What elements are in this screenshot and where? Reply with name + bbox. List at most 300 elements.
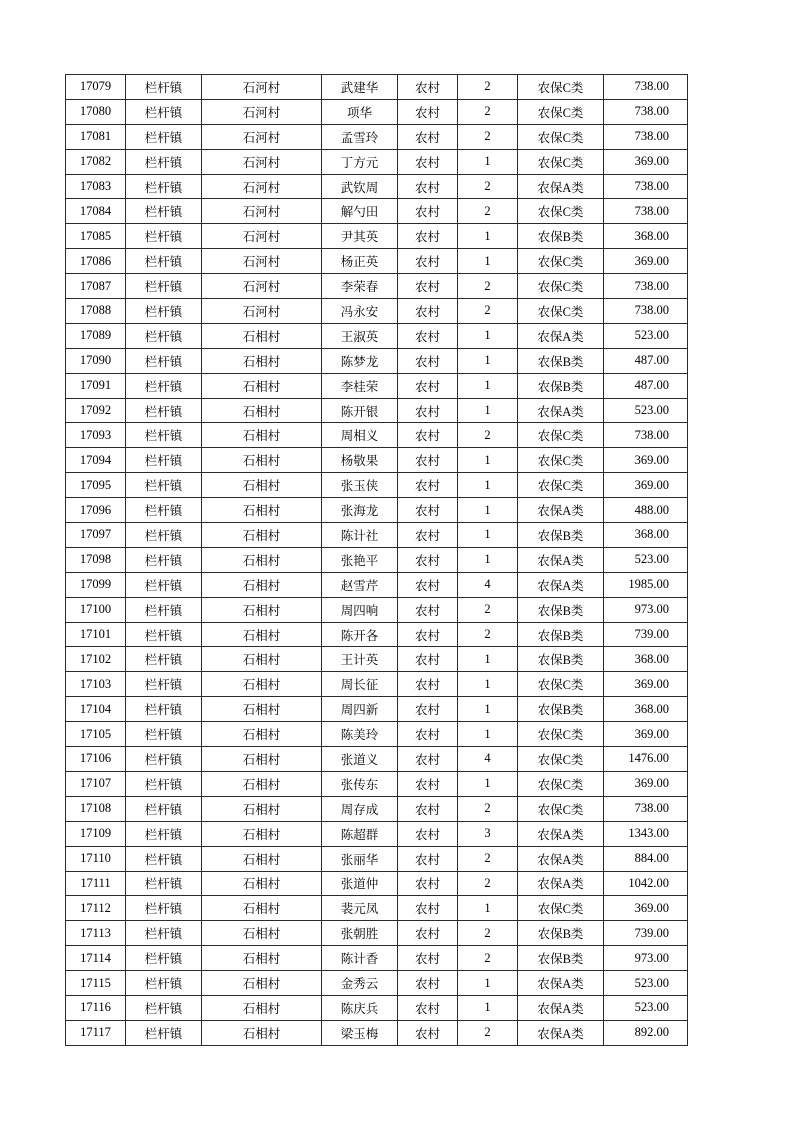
- cell-residence-type: 农村: [398, 99, 458, 124]
- cell-amount: 739.00: [604, 921, 688, 946]
- table-row: [66, 323, 688, 348]
- cell-village: 石河村: [202, 99, 322, 124]
- cell-persons: 1: [458, 722, 518, 747]
- cell-amount: 1476.00: [604, 747, 688, 772]
- cell-insurance-class: 农保C类: [518, 99, 604, 124]
- cell-id: 17106: [66, 747, 126, 772]
- cell-persons: 2: [458, 124, 518, 149]
- cell-amount: 738.00: [604, 99, 688, 124]
- cell-town: 栏杆镇: [126, 498, 202, 523]
- cell-residence-type: 农村: [398, 398, 458, 423]
- cell-insurance-class: 农保A类: [518, 995, 604, 1020]
- cell-amount: 368.00: [604, 647, 688, 672]
- cell-name: 王计英: [322, 647, 398, 672]
- cell-persons: 1: [458, 995, 518, 1020]
- cell-name: 张朝胜: [322, 921, 398, 946]
- cell-residence-type: 农村: [398, 498, 458, 523]
- cell-name: 张传东: [322, 771, 398, 796]
- cell-town: 栏杆镇: [126, 274, 202, 299]
- cell-persons: 1: [458, 547, 518, 572]
- cell-persons: 1: [458, 523, 518, 548]
- cell-name: 项华: [322, 99, 398, 124]
- cell-insurance-class: 农保C类: [518, 672, 604, 697]
- cell-name: 杨敬果: [322, 448, 398, 473]
- cell-name: 张海龙: [322, 498, 398, 523]
- cell-id: 17088: [66, 299, 126, 324]
- cell-amount: 488.00: [604, 498, 688, 523]
- cell-name: 解勺田: [322, 199, 398, 224]
- cell-id: 17099: [66, 572, 126, 597]
- cell-village: 石相村: [202, 1020, 322, 1045]
- cell-residence-type: 农村: [398, 348, 458, 373]
- cell-name: 冯永安: [322, 299, 398, 324]
- cell-residence-type: 农村: [398, 771, 458, 796]
- cell-residence-type: 农村: [398, 871, 458, 896]
- table-row: [66, 647, 688, 672]
- table-row: [66, 75, 688, 100]
- cell-residence-type: 农村: [398, 821, 458, 846]
- cell-persons: 2: [458, 423, 518, 448]
- table-row: [66, 174, 688, 199]
- cell-persons: 1: [458, 473, 518, 498]
- cell-id: 17081: [66, 124, 126, 149]
- cell-town: 栏杆镇: [126, 448, 202, 473]
- cell-persons: 1: [458, 373, 518, 398]
- cell-village: 石相村: [202, 946, 322, 971]
- table-row: [66, 722, 688, 747]
- cell-persons: 2: [458, 597, 518, 622]
- table-row: [66, 498, 688, 523]
- table-row: [66, 821, 688, 846]
- cell-id: 17093: [66, 423, 126, 448]
- cell-name: 尹其英: [322, 224, 398, 249]
- cell-name: 陈计香: [322, 946, 398, 971]
- cell-town: 栏杆镇: [126, 846, 202, 871]
- cell-name: 武建华: [322, 75, 398, 100]
- cell-id: 17097: [66, 523, 126, 548]
- cell-insurance-class: 农保A类: [518, 174, 604, 199]
- cell-id: 17112: [66, 896, 126, 921]
- cell-persons: 3: [458, 821, 518, 846]
- cell-amount: 369.00: [604, 149, 688, 174]
- cell-insurance-class: 农保A类: [518, 846, 604, 871]
- cell-town: 栏杆镇: [126, 821, 202, 846]
- cell-persons: 2: [458, 946, 518, 971]
- cell-id: 17082: [66, 149, 126, 174]
- cell-village: 石相村: [202, 821, 322, 846]
- table-row: [66, 946, 688, 971]
- cell-id: 17079: [66, 75, 126, 100]
- cell-residence-type: 农村: [398, 697, 458, 722]
- cell-insurance-class: 农保C类: [518, 771, 604, 796]
- cell-name: 张道义: [322, 747, 398, 772]
- cell-name: 陈开各: [322, 622, 398, 647]
- cell-village: 石相村: [202, 348, 322, 373]
- table-row: [66, 896, 688, 921]
- cell-town: 栏杆镇: [126, 249, 202, 274]
- cell-amount: 1343.00: [604, 821, 688, 846]
- cell-persons: 1: [458, 896, 518, 921]
- table-row: [66, 199, 688, 224]
- cell-town: 栏杆镇: [126, 697, 202, 722]
- cell-town: 栏杆镇: [126, 523, 202, 548]
- cell-insurance-class: 农保C类: [518, 448, 604, 473]
- table-row: [66, 373, 688, 398]
- cell-id: 17115: [66, 971, 126, 996]
- cell-residence-type: 农村: [398, 896, 458, 921]
- cell-residence-type: 农村: [398, 1020, 458, 1045]
- cell-village: 石相村: [202, 523, 322, 548]
- cell-amount: 369.00: [604, 722, 688, 747]
- cell-village: 石相村: [202, 672, 322, 697]
- table-row: [66, 846, 688, 871]
- cell-persons: 1: [458, 224, 518, 249]
- table-row: [66, 299, 688, 324]
- cell-insurance-class: 农保B类: [518, 622, 604, 647]
- cell-persons: 2: [458, 99, 518, 124]
- cell-residence-type: 农村: [398, 946, 458, 971]
- cell-name: 丁方元: [322, 149, 398, 174]
- table-row: [66, 995, 688, 1020]
- cell-insurance-class: 农保B类: [518, 597, 604, 622]
- cell-town: 栏杆镇: [126, 1020, 202, 1045]
- cell-id: 17098: [66, 547, 126, 572]
- cell-id: 17110: [66, 846, 126, 871]
- cell-persons: 1: [458, 249, 518, 274]
- cell-residence-type: 农村: [398, 299, 458, 324]
- cell-id: 17092: [66, 398, 126, 423]
- cell-residence-type: 农村: [398, 672, 458, 697]
- cell-village: 石相村: [202, 971, 322, 996]
- table-row: [66, 871, 688, 896]
- cell-insurance-class: 农保A类: [518, 498, 604, 523]
- cell-residence-type: 农村: [398, 373, 458, 398]
- cell-persons: 1: [458, 498, 518, 523]
- table-body: [66, 75, 688, 1046]
- cell-persons: 2: [458, 75, 518, 100]
- cell-name: 陈梦龙: [322, 348, 398, 373]
- cell-id: 17105: [66, 722, 126, 747]
- cell-insurance-class: 农保C类: [518, 747, 604, 772]
- cell-id: 17102: [66, 647, 126, 672]
- cell-village: 石相村: [202, 871, 322, 896]
- cell-village: 石相村: [202, 547, 322, 572]
- cell-amount: 369.00: [604, 672, 688, 697]
- cell-persons: 4: [458, 747, 518, 772]
- cell-village: 石河村: [202, 274, 322, 299]
- cell-town: 栏杆镇: [126, 722, 202, 747]
- cell-village: 石相村: [202, 846, 322, 871]
- cell-residence-type: 农村: [398, 747, 458, 772]
- cell-residence-type: 农村: [398, 622, 458, 647]
- cell-insurance-class: 农保B类: [518, 523, 604, 548]
- cell-residence-type: 农村: [398, 971, 458, 996]
- cell-persons: 1: [458, 771, 518, 796]
- cell-town: 栏杆镇: [126, 597, 202, 622]
- table-row: [66, 796, 688, 821]
- table-row: [66, 249, 688, 274]
- cell-insurance-class: 农保B类: [518, 224, 604, 249]
- cell-amount: 973.00: [604, 946, 688, 971]
- cell-name: 周四响: [322, 597, 398, 622]
- cell-residence-type: 农村: [398, 448, 458, 473]
- cell-amount: 523.00: [604, 547, 688, 572]
- table-row: [66, 398, 688, 423]
- table-row: [66, 1020, 688, 1045]
- cell-village: 石河村: [202, 299, 322, 324]
- cell-residence-type: 农村: [398, 647, 458, 672]
- cell-village: 石相村: [202, 647, 322, 672]
- cell-village: 石相村: [202, 498, 322, 523]
- cell-persons: 1: [458, 348, 518, 373]
- table-row: [66, 99, 688, 124]
- cell-persons: 2: [458, 274, 518, 299]
- cell-name: 裴元凤: [322, 896, 398, 921]
- table-row: [66, 224, 688, 249]
- cell-town: 栏杆镇: [126, 373, 202, 398]
- payment-table: [65, 74, 688, 1046]
- cell-village: 石相村: [202, 747, 322, 772]
- cell-id: 17080: [66, 99, 126, 124]
- cell-amount: 738.00: [604, 796, 688, 821]
- cell-id: 17091: [66, 373, 126, 398]
- cell-id: 17104: [66, 697, 126, 722]
- cell-name: 周四新: [322, 697, 398, 722]
- cell-insurance-class: 农保A类: [518, 398, 604, 423]
- cell-town: 栏杆镇: [126, 622, 202, 647]
- cell-village: 石相村: [202, 796, 322, 821]
- cell-insurance-class: 农保C类: [518, 199, 604, 224]
- cell-id: 17111: [66, 871, 126, 896]
- cell-town: 栏杆镇: [126, 871, 202, 896]
- table-row: [66, 572, 688, 597]
- cell-residence-type: 农村: [398, 224, 458, 249]
- cell-insurance-class: 农保A类: [518, 323, 604, 348]
- cell-insurance-class: 农保C类: [518, 249, 604, 274]
- cell-insurance-class: 农保C类: [518, 124, 604, 149]
- cell-village: 石相村: [202, 572, 322, 597]
- cell-village: 石相村: [202, 423, 322, 448]
- cell-insurance-class: 农保A类: [518, 971, 604, 996]
- cell-amount: 892.00: [604, 1020, 688, 1045]
- cell-insurance-class: 农保C类: [518, 896, 604, 921]
- cell-persons: 1: [458, 697, 518, 722]
- cell-village: 石相村: [202, 373, 322, 398]
- cell-id: 17096: [66, 498, 126, 523]
- cell-insurance-class: 农保C类: [518, 423, 604, 448]
- table-row: [66, 348, 688, 373]
- cell-village: 石相村: [202, 398, 322, 423]
- cell-insurance-class: 农保B类: [518, 921, 604, 946]
- cell-amount: 369.00: [604, 448, 688, 473]
- cell-town: 栏杆镇: [126, 796, 202, 821]
- cell-amount: 368.00: [604, 697, 688, 722]
- cell-name: 周存成: [322, 796, 398, 821]
- cell-amount: 369.00: [604, 771, 688, 796]
- cell-village: 石相村: [202, 448, 322, 473]
- cell-insurance-class: 农保B类: [518, 647, 604, 672]
- cell-village: 石相村: [202, 622, 322, 647]
- cell-insurance-class: 农保B类: [518, 946, 604, 971]
- cell-persons: 2: [458, 921, 518, 946]
- cell-town: 栏杆镇: [126, 323, 202, 348]
- cell-village: 石相村: [202, 323, 322, 348]
- cell-town: 栏杆镇: [126, 473, 202, 498]
- table-row: [66, 921, 688, 946]
- cell-residence-type: 农村: [398, 149, 458, 174]
- cell-id: 17100: [66, 597, 126, 622]
- cell-town: 栏杆镇: [126, 921, 202, 946]
- cell-amount: 487.00: [604, 373, 688, 398]
- cell-id: 17087: [66, 274, 126, 299]
- cell-name: 张艳平: [322, 547, 398, 572]
- table-row: [66, 124, 688, 149]
- cell-residence-type: 农村: [398, 174, 458, 199]
- cell-residence-type: 农村: [398, 473, 458, 498]
- cell-village: 石相村: [202, 896, 322, 921]
- cell-id: 17114: [66, 946, 126, 971]
- cell-town: 栏杆镇: [126, 423, 202, 448]
- cell-name: 陈计社: [322, 523, 398, 548]
- cell-persons: 2: [458, 796, 518, 821]
- cell-insurance-class: 农保A类: [518, 821, 604, 846]
- cell-town: 栏杆镇: [126, 547, 202, 572]
- cell-town: 栏杆镇: [126, 174, 202, 199]
- cell-persons: 2: [458, 174, 518, 199]
- cell-village: 石相村: [202, 473, 322, 498]
- cell-persons: 1: [458, 971, 518, 996]
- cell-amount: 369.00: [604, 249, 688, 274]
- cell-amount: 973.00: [604, 597, 688, 622]
- cell-persons: 2: [458, 871, 518, 896]
- cell-insurance-class: 农保A类: [518, 871, 604, 896]
- cell-persons: 1: [458, 647, 518, 672]
- cell-id: 17109: [66, 821, 126, 846]
- cell-village: 石河村: [202, 249, 322, 274]
- cell-name: 周长征: [322, 672, 398, 697]
- table-row: [66, 622, 688, 647]
- table-row: [66, 149, 688, 174]
- cell-insurance-class: 农保C类: [518, 722, 604, 747]
- cell-amount: 738.00: [604, 299, 688, 324]
- cell-insurance-class: 农保C类: [518, 299, 604, 324]
- cell-town: 栏杆镇: [126, 149, 202, 174]
- cell-amount: 523.00: [604, 323, 688, 348]
- cell-residence-type: 农村: [398, 75, 458, 100]
- cell-name: 陈开银: [322, 398, 398, 423]
- cell-residence-type: 农村: [398, 722, 458, 747]
- cell-id: 17090: [66, 348, 126, 373]
- table-row: [66, 672, 688, 697]
- cell-residence-type: 农村: [398, 124, 458, 149]
- cell-amount: 739.00: [604, 622, 688, 647]
- cell-residence-type: 农村: [398, 597, 458, 622]
- cell-insurance-class: 农保C类: [518, 473, 604, 498]
- cell-village: 石河村: [202, 124, 322, 149]
- cell-name: 陈美玲: [322, 722, 398, 747]
- cell-id: 17107: [66, 771, 126, 796]
- cell-id: 17113: [66, 921, 126, 946]
- cell-village: 石河村: [202, 224, 322, 249]
- cell-persons: 1: [458, 149, 518, 174]
- cell-town: 栏杆镇: [126, 971, 202, 996]
- cell-residence-type: 农村: [398, 995, 458, 1020]
- cell-name: 孟雪玲: [322, 124, 398, 149]
- cell-town: 栏杆镇: [126, 299, 202, 324]
- cell-id: 17089: [66, 323, 126, 348]
- table-row: [66, 448, 688, 473]
- cell-residence-type: 农村: [398, 921, 458, 946]
- cell-amount: 1042.00: [604, 871, 688, 896]
- table-row: [66, 547, 688, 572]
- cell-amount: 523.00: [604, 398, 688, 423]
- cell-village: 石河村: [202, 174, 322, 199]
- cell-village: 石河村: [202, 75, 322, 100]
- cell-amount: 369.00: [604, 473, 688, 498]
- cell-insurance-class: 农保C类: [518, 274, 604, 299]
- table-row: [66, 473, 688, 498]
- table-row: [66, 274, 688, 299]
- cell-residence-type: 农村: [398, 423, 458, 448]
- cell-residence-type: 农村: [398, 199, 458, 224]
- cell-insurance-class: 农保B类: [518, 348, 604, 373]
- cell-insurance-class: 农保C类: [518, 149, 604, 174]
- table-row: [66, 597, 688, 622]
- cell-residence-type: 农村: [398, 274, 458, 299]
- cell-town: 栏杆镇: [126, 124, 202, 149]
- cell-town: 栏杆镇: [126, 348, 202, 373]
- cell-village: 石相村: [202, 722, 322, 747]
- cell-name: 杨正英: [322, 249, 398, 274]
- cell-residence-type: 农村: [398, 249, 458, 274]
- cell-amount: 738.00: [604, 75, 688, 100]
- cell-id: 17084: [66, 199, 126, 224]
- cell-amount: 523.00: [604, 995, 688, 1020]
- cell-id: 17103: [66, 672, 126, 697]
- cell-name: 赵雪芹: [322, 572, 398, 597]
- cell-name: 陈超群: [322, 821, 398, 846]
- cell-village: 石相村: [202, 597, 322, 622]
- cell-insurance-class: 农保B类: [518, 697, 604, 722]
- cell-persons: 1: [458, 448, 518, 473]
- cell-village: 石相村: [202, 771, 322, 796]
- cell-town: 栏杆镇: [126, 75, 202, 100]
- cell-town: 栏杆镇: [126, 946, 202, 971]
- cell-name: 金秀云: [322, 971, 398, 996]
- cell-persons: 1: [458, 398, 518, 423]
- cell-amount: 368.00: [604, 224, 688, 249]
- cell-name: 张丽华: [322, 846, 398, 871]
- cell-amount: 487.00: [604, 348, 688, 373]
- cell-village: 石河村: [202, 149, 322, 174]
- cell-town: 栏杆镇: [126, 398, 202, 423]
- cell-insurance-class: 农保A类: [518, 547, 604, 572]
- table-row: [66, 423, 688, 448]
- cell-insurance-class: 农保B类: [518, 373, 604, 398]
- cell-residence-type: 农村: [398, 523, 458, 548]
- cell-town: 栏杆镇: [126, 672, 202, 697]
- cell-id: 17085: [66, 224, 126, 249]
- table-row: [66, 971, 688, 996]
- cell-insurance-class: 农保C类: [518, 796, 604, 821]
- cell-persons: 2: [458, 199, 518, 224]
- cell-id: 17116: [66, 995, 126, 1020]
- cell-id: 17108: [66, 796, 126, 821]
- cell-insurance-class: 农保A类: [518, 1020, 604, 1045]
- cell-persons: 2: [458, 622, 518, 647]
- cell-name: 王淑英: [322, 323, 398, 348]
- cell-town: 栏杆镇: [126, 99, 202, 124]
